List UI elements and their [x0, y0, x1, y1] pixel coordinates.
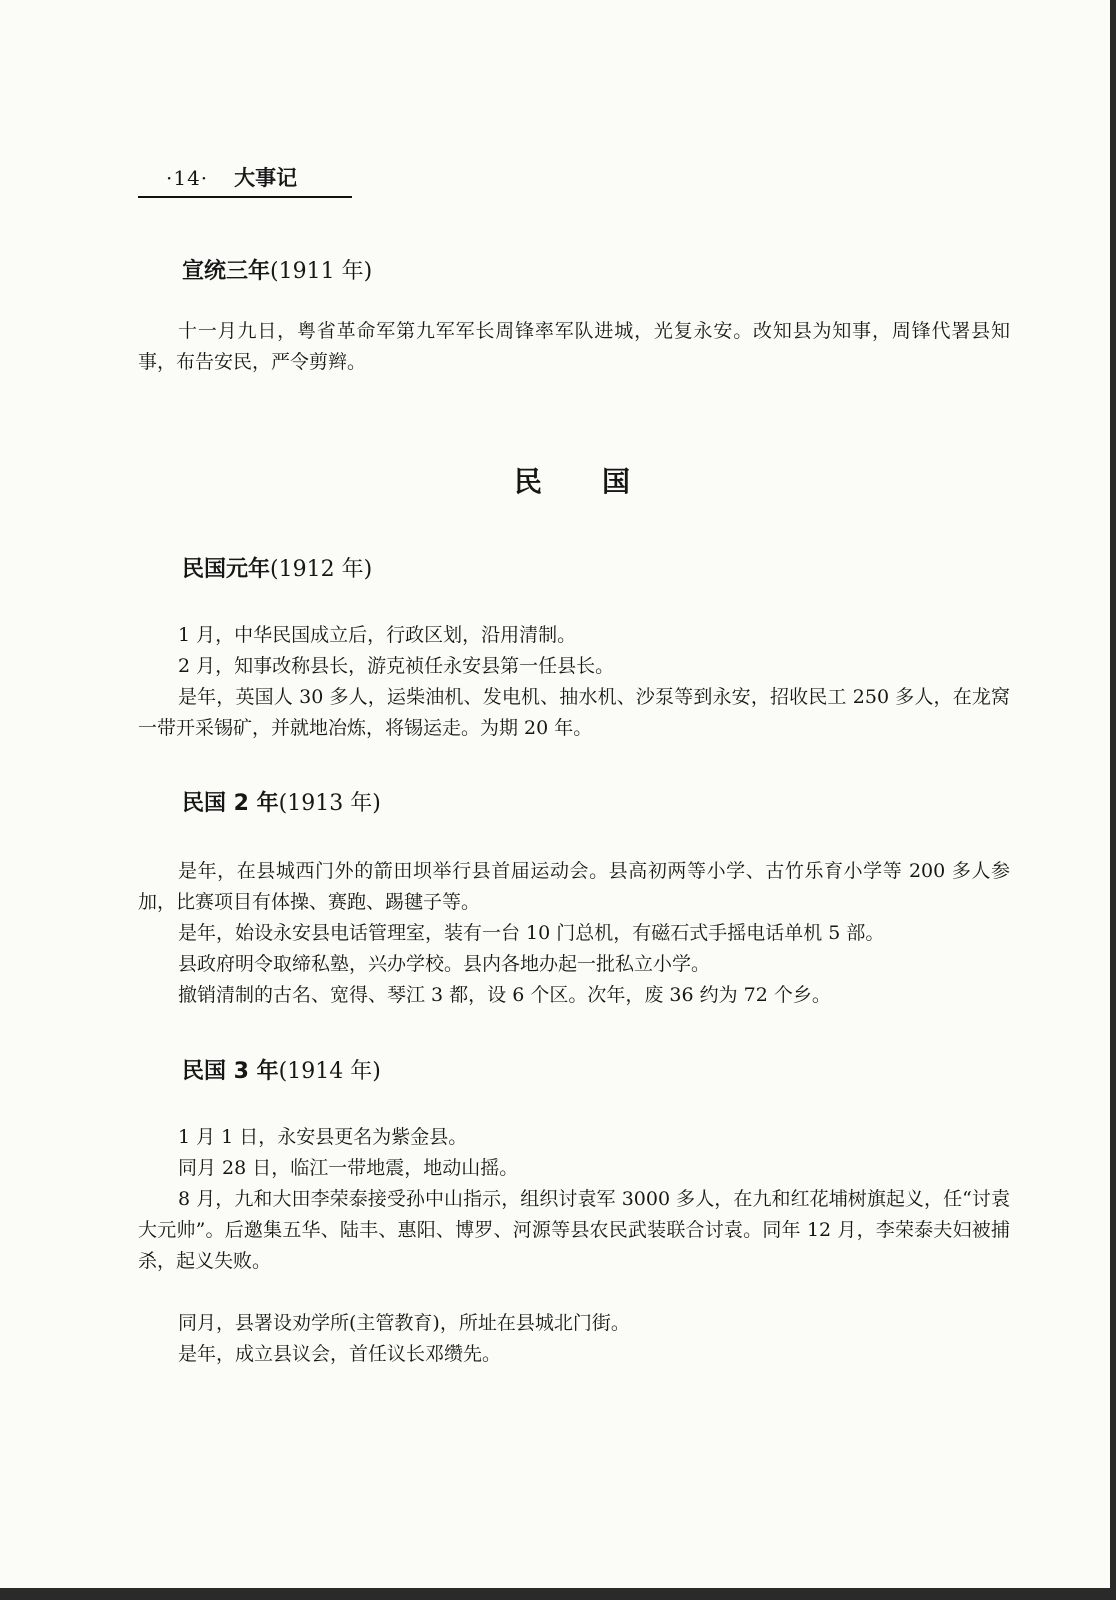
- year-heading-xuantong-3: [182, 254, 372, 285]
- year-heading-year: (1914 年): [278, 1059, 381, 1084]
- section-title: 民国: [514, 465, 691, 498]
- paragraph: 撤销清制的古名、宽得、琴江 3 都，设 6 个区。次年，废 36 约为 72 个乡。: [178, 984, 831, 1006]
- paragraph: 同月 28 日，临江一带地震，地动山摇。: [178, 1157, 519, 1179]
- paragraph: 1 月，中华民国成立后，行政区划，沿用清制。: [178, 624, 577, 646]
- year-heading-main: 民国 2 年: [182, 791, 279, 816]
- year-heading-minguo-1: [182, 552, 372, 583]
- year-heading-year: (1911 年): [270, 259, 373, 284]
- paragraph: 十一月九日，粤省革命军第九军军长周锋率军队进城，光复永安。改知县为知事，周锋代署县知事，布告安民，严令剪辫。: [138, 320, 1010, 373]
- year-heading-main: 民国元年: [182, 557, 271, 582]
- year-heading-main: 民国 3 年: [182, 1059, 279, 1084]
- year-heading-minguo-3: [182, 1054, 381, 1085]
- paragraph: 8 月，九和大田李荣泰接受孙中山指示，组织讨袁军 3000 多人，在九和红花埔树旗起义，任“讨袁大元帅”。后邀集五华、陆丰、惠阳、博罗、河源等县农民武装联合讨袁。同年 12 月，李荣泰夫妇被捕杀，起义失败。: [138, 1188, 1010, 1272]
- paragraph: 是年，英国人 30 多人，运柴油机、发电机、抽水机、沙泵等到永安，招收民工 250 多人，在龙窝一带开采锡矿，并就地冶炼，将锡运走。为期 20 年。: [138, 686, 1010, 739]
- paragraph: 1 月 1 日，永安县更名为紫金县。: [178, 1126, 468, 1148]
- page-number: ·14·: [166, 166, 209, 190]
- header-rule: [138, 196, 352, 198]
- running-title: 大事记: [234, 166, 298, 190]
- paragraph: 是年，在县城西门外的箭田坝举行县首届运动会。县高初两等小学、古竹乐育小学等 200 多人参加，比赛项目有体操、赛跑、踢毽子等。: [138, 860, 1010, 913]
- scan-edge-right: [1110, 0, 1116, 1600]
- paragraph: 县政府明令取缔私塾，兴办学校。县内各地办起一批私立小学。: [178, 953, 711, 975]
- year-heading-year: (1912 年): [270, 557, 373, 582]
- paragraph: 2 月，知事改称县长，游克祯任永安县第一任县长。: [178, 655, 615, 677]
- year-heading-minguo-2: [182, 786, 381, 817]
- paragraph: 是年，成立县议会，首任议长邓缵先。: [178, 1343, 502, 1365]
- year-heading-main: 宣统三年: [182, 259, 271, 284]
- scan-edge-bottom: [0, 1588, 1116, 1600]
- year-heading-year: (1913 年): [278, 791, 381, 816]
- paragraph: 同月，县署设劝学所(主管教育)，所址在县城北门街。: [178, 1312, 630, 1334]
- paragraph: 是年，始设永安县电话管理室，装有一台 10 门总机，有磁石式手摇电话单机 5 部。: [178, 922, 885, 944]
- page-header: [166, 162, 297, 192]
